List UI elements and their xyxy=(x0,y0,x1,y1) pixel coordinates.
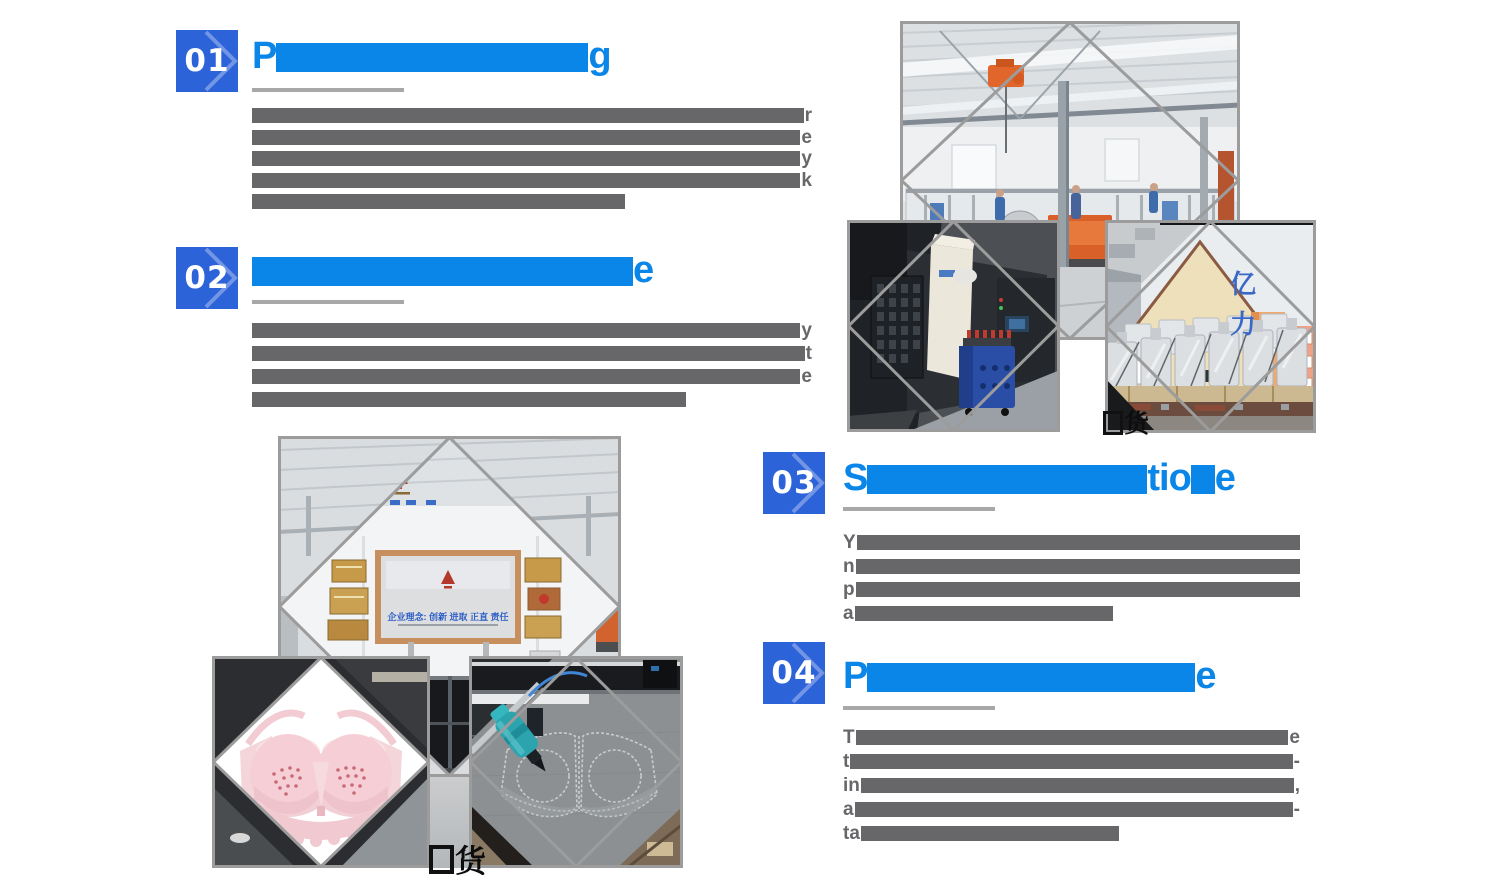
fabric-cutting-machine-photo xyxy=(469,656,683,868)
redacted-text-bar xyxy=(856,582,1300,597)
step-title-redacted xyxy=(843,655,1216,697)
body-letter-fragment: r xyxy=(804,105,812,126)
title-letter-fragment: S xyxy=(843,457,868,499)
redacted-line xyxy=(843,824,1300,848)
body-letter-fragment: in xyxy=(843,775,860,796)
redacted-line xyxy=(843,580,1300,604)
step-badge xyxy=(176,247,238,309)
redacted-text-bar xyxy=(252,173,800,188)
title-letter-fragment: g xyxy=(588,35,611,77)
body-letter-fragment: a xyxy=(843,602,854,624)
redacted-title-bar xyxy=(1191,465,1215,494)
redacted-text-bar xyxy=(856,730,1289,745)
body-letter-fragment: Y xyxy=(843,532,856,553)
redacted-line xyxy=(843,800,1300,824)
body-letter-fragment: - xyxy=(1293,799,1300,820)
body-letter-fragment: n xyxy=(843,555,855,577)
title-letter-fragment: tio xyxy=(1147,457,1191,499)
redacted-line xyxy=(843,557,1300,581)
title-underline xyxy=(252,300,404,304)
step-title-redacted xyxy=(843,457,1235,499)
step-description-redacted xyxy=(252,106,812,214)
title-underline xyxy=(843,706,995,710)
redacted-text-bar xyxy=(856,559,1300,574)
body-letter-fragment: ta xyxy=(843,823,860,844)
body-letter-fragment: e xyxy=(801,366,812,387)
title-letter-fragment: e xyxy=(1195,655,1216,697)
title-letter-fragment: P xyxy=(843,655,868,697)
step-badge xyxy=(763,642,825,704)
building-sign-text: 亿力 xyxy=(1229,269,1256,339)
step-description-redacted xyxy=(843,533,1300,627)
redacted-text-bar xyxy=(252,151,800,166)
redacted-text-bar xyxy=(252,392,686,407)
body-letter-fragment: e xyxy=(1289,727,1300,748)
title-underline xyxy=(843,507,995,511)
redacted-line xyxy=(843,752,1300,776)
redacted-line xyxy=(252,171,812,193)
step-description-redacted xyxy=(843,728,1300,848)
redacted-line xyxy=(252,192,812,214)
redacted-line xyxy=(252,106,812,128)
cargo-glyph-text: 货 xyxy=(455,844,486,879)
step-number: 02 xyxy=(184,260,230,296)
redacted-line xyxy=(843,533,1300,557)
redacted-text-bar xyxy=(252,130,800,145)
body-letter-fragment: y xyxy=(801,148,812,170)
cargo-glyph-partial-box xyxy=(429,845,454,874)
redacted-text-bar xyxy=(855,802,1293,817)
redacted-text-bar xyxy=(252,194,625,209)
redacted-text-bar xyxy=(252,369,800,384)
redacted-text-bar xyxy=(861,826,1119,841)
cargo-glyph-text-2: 货 xyxy=(1124,410,1150,438)
redacted-title-bar xyxy=(867,465,1147,494)
redacted-line xyxy=(843,776,1300,800)
step-title-redacted xyxy=(252,249,654,291)
body-letter-fragment: e xyxy=(801,126,812,148)
redacted-line xyxy=(252,321,812,344)
body-letter-fragment: , xyxy=(1294,775,1300,796)
step-number: 01 xyxy=(184,43,230,79)
redacted-text-bar xyxy=(252,323,800,338)
body-letter-fragment: - xyxy=(1293,751,1300,772)
redacted-line xyxy=(252,149,812,171)
redacted-title-bar xyxy=(276,43,588,72)
redacted-text-bar xyxy=(855,606,1113,621)
redacted-line xyxy=(252,344,812,367)
redacted-line xyxy=(252,390,812,413)
redacted-text-bar xyxy=(850,754,1292,769)
redacted-text-bar xyxy=(252,346,805,361)
redacted-text-bar xyxy=(252,108,804,123)
redacted-line xyxy=(252,367,812,390)
redacted-title-bar xyxy=(252,257,633,286)
showroom-slogan-subtext-line xyxy=(398,624,498,626)
body-letter-fragment: T xyxy=(843,727,855,748)
title-letter-fragment: P xyxy=(252,35,277,77)
step-badge xyxy=(176,30,238,92)
redacted-title-bar xyxy=(867,663,1195,692)
factory-building-shipment-photo xyxy=(1105,220,1316,433)
showroom-slogan-text: 企业理念: 创新 进取 正直 责任 xyxy=(387,612,509,622)
redacted-text-bar xyxy=(861,778,1294,793)
step-number: 03 xyxy=(771,465,817,501)
cnc-machines-photo xyxy=(847,220,1060,432)
step-title-redacted xyxy=(252,35,611,77)
body-letter-fragment: k xyxy=(801,169,812,191)
redacted-line xyxy=(843,604,1300,628)
body-letter-fragment: a xyxy=(843,799,854,820)
redacted-line xyxy=(843,728,1300,752)
body-letter-fragment: t xyxy=(805,343,812,364)
step-badge xyxy=(763,452,825,514)
redacted-text-bar xyxy=(857,535,1300,550)
body-letter-fragment: y xyxy=(801,320,812,341)
body-letter-fragment: t xyxy=(843,751,850,772)
title-underline xyxy=(252,88,404,92)
title-letter-fragment: e xyxy=(1214,457,1235,499)
body-letter-fragment: p xyxy=(843,579,855,600)
step-description-redacted xyxy=(252,321,812,413)
redacted-line xyxy=(252,128,812,150)
pink-bra-product-photo xyxy=(212,656,430,868)
step-number: 04 xyxy=(771,655,817,691)
cargo-glyph-partial-box-2 xyxy=(1103,411,1123,435)
title-letter-fragment: e xyxy=(633,249,654,291)
